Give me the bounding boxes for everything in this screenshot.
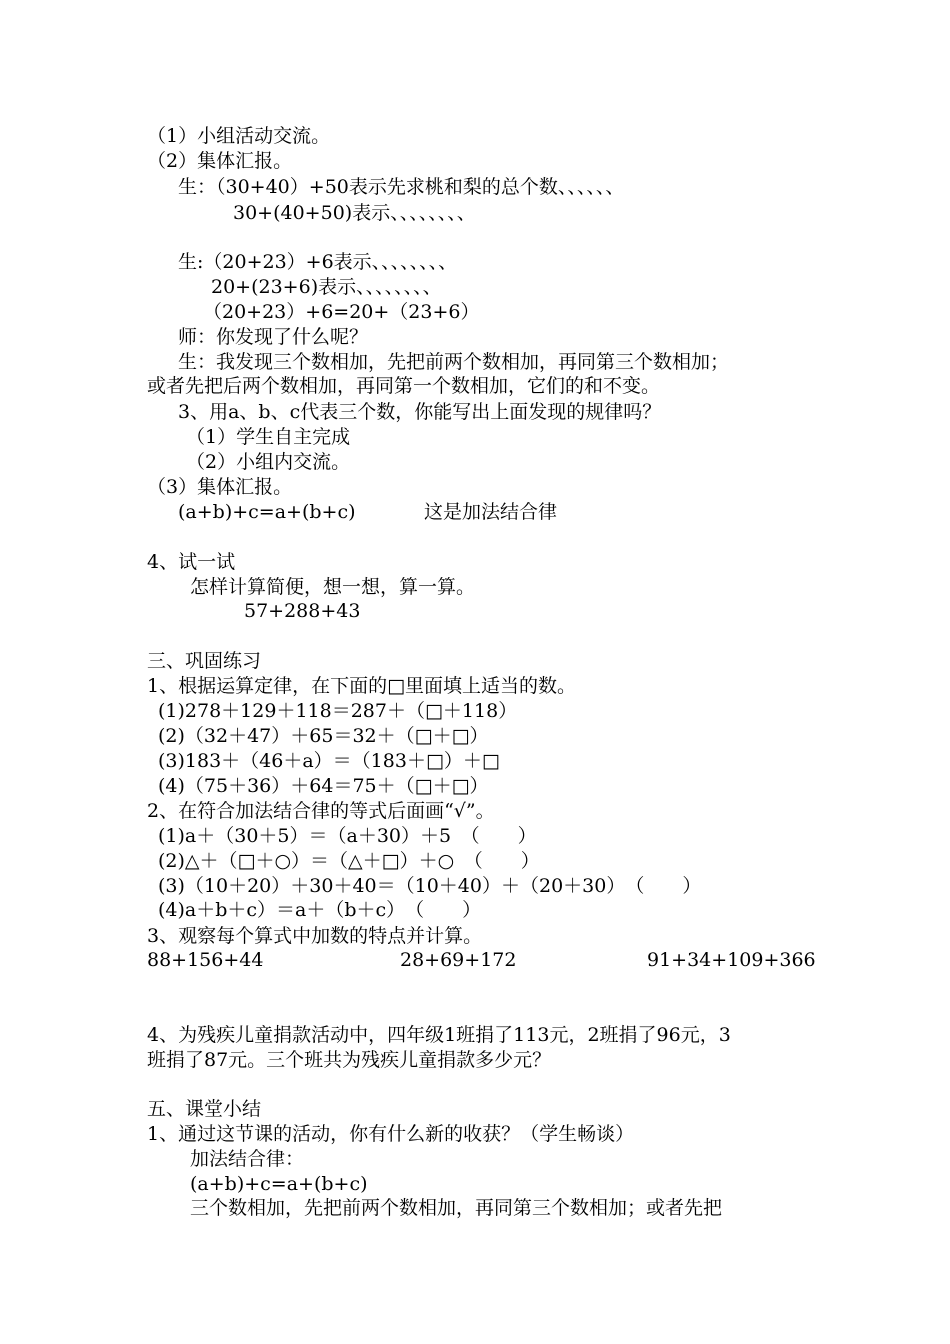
exercise-item: (4)a＋b＋c）＝a＋（b＋c） （ ） [158,899,482,921]
section-heading: 三、巩固练习 [147,650,262,672]
text-line: 2、在符合加法结合律的等式后面画“√”。 [147,800,495,822]
exercise-item: (3)183＋（46＋a）＝（183＋□）＋□ [158,750,500,772]
text-line: 班捐了87元。三个班共为残疾儿童捐款多少元？ [147,1049,552,1071]
text-line: （1）小组活动交流。 [147,125,331,147]
text-line: （2）集体汇报。 [147,150,293,172]
text-line: 1、根据运算定律，在下面的□里面填上适当的数。 [147,675,577,697]
exercise-item: (2)（32＋47）＋65＝32＋（□＋□） [158,725,489,747]
text-line: 3、观察每个算式中加数的特点并计算。 [147,925,483,947]
section-heading: 五、课堂小结 [147,1098,262,1120]
text-line: 20+(23+6)表示、、、、、、、、 [211,276,442,298]
exercise-item: (4)（75＋36）＋64＝75＋（□＋□） [158,775,489,797]
section-heading: 4、试一试 [147,551,236,573]
exercise-item: (1)278＋129＋118＝287＋（□＋118） [158,700,518,722]
exercise-item: (2)△＋（□＋○）＝（△＋□）＋○ （ ） [158,850,540,872]
text-line: 生：（30+40）+50表示先求桃和梨的总个数、、、、、、 [178,176,625,198]
text-line: （1）学生自主完成 [186,426,351,448]
formula: 28+69+172 [400,949,517,971]
text-line: 3、用a、b、c代表三个数，你能写出上面发现的规律吗？ [178,401,662,423]
formula: (a+b)+c=a+(b+c) [190,1173,368,1195]
text-line: 这是加法结合律 [424,501,558,523]
text-line: 1、通过这节课的活动，你有什么新的收获？（学生畅谈） [147,1123,635,1145]
text-line: （3）集体汇报。 [147,476,293,498]
exercise-item: (1)a＋（30＋5）＝（a＋30）＋5 （ ） [158,825,537,847]
text-line: 生:（20+23）+6表示、、、、、、、、 [178,251,458,273]
text-line: 30+(40+50)表示、、、、、、、、 [233,202,476,224]
text-line: 或者先把后两个数相加，再同第一个数相加，它们的和不变。 [147,375,661,397]
text-line: 生：我发现三个数相加，先把前两个数相加，再同第三个数相加； [178,351,730,373]
formula: 88+156+44 [147,949,264,971]
formula: (a+b)+c=a+(b+c) [178,501,356,523]
text-line: （2）小组内交流。 [186,451,351,473]
text-line: 怎样计算简便，想一想，算一算。 [190,576,476,598]
exercise-item: (3)（10＋20）＋30＋40＝（10＋40）＋（20＋30） （ ） [158,875,702,897]
text-line: 师：你发现了什么呢？ [178,326,369,348]
formula: 57+288+43 [244,600,361,622]
text-line: 三个数相加，先把前两个数相加，再同第三个数相加；或者先把 [190,1197,723,1219]
formula: 91+34+109+366 [647,949,816,971]
text-line: 4、为残疾儿童捐款活动中，四年级1班捐了113元，2班捐了96元，3 [147,1024,731,1046]
text-line: 加法结合律： [190,1148,305,1170]
text-line: （20+23）+6=20+（23+6） [203,301,480,323]
